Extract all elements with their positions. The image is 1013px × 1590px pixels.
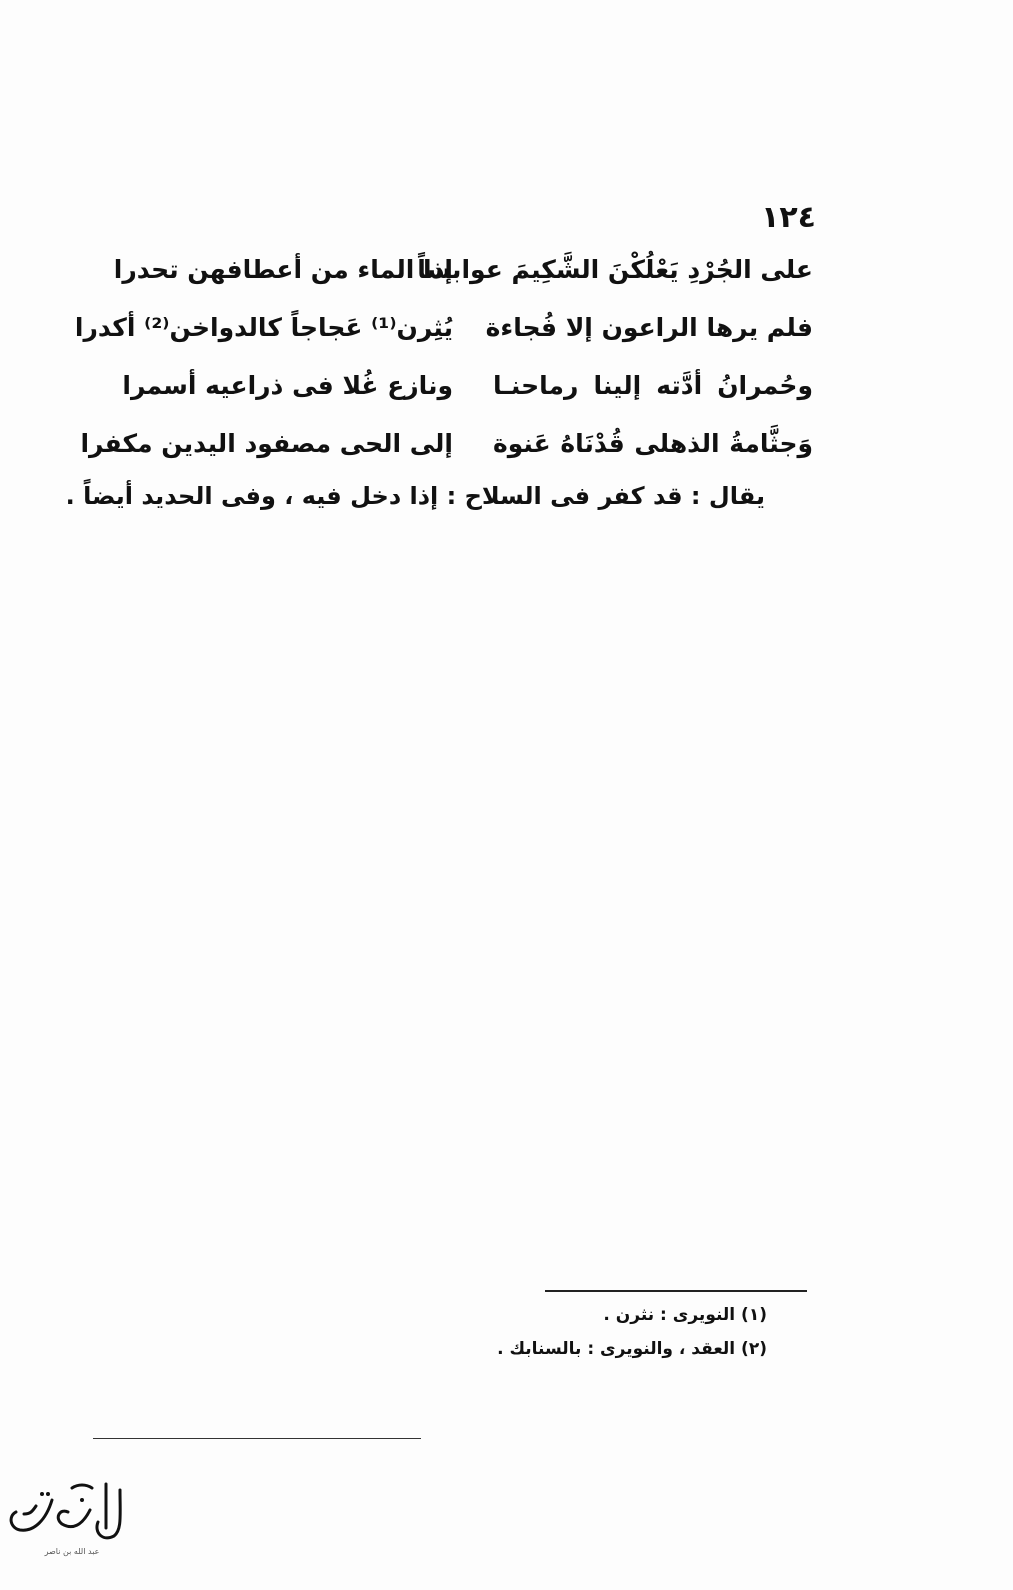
bottom-divider — [93, 1438, 421, 1439]
verse-first-hemistich: وَجثَّامةُ الذهلى قُدْنَاهُ عَنوة — [493, 428, 813, 458]
footnotes — [497, 1298, 767, 1366]
verse-line — [122, 356, 813, 414]
footnote-item: (٢) العقد ، والنويرى : بالسنابك . — [497, 1339, 767, 1359]
verse-line — [113, 240, 813, 298]
verse-second-hemistich: ونازع غُلا فى ذراعيه أسمرا — [122, 370, 453, 400]
page-number: ١٢٤ — [761, 200, 816, 235]
footnote-divider — [545, 1290, 807, 1292]
logo-subtext: عبد الله بن ناصر — [44, 1547, 100, 1556]
poem-verses — [74, 240, 813, 472]
verse-second-hemistich: إلى الحى مصفود اليدين مكفرا — [80, 428, 453, 458]
verse-line — [74, 298, 813, 356]
verse-second-hemistich: إذا الماء من أعطافهن تحدرا — [113, 254, 453, 284]
calligraphy-logo — [2, 1470, 142, 1560]
footnote-item: (١) النويرى : نثرن . — [603, 1305, 767, 1325]
verse-second-hemistich: يُثِرن⁽¹⁾ عَجاجاً كالدواخن⁽²⁾ أكدرا — [74, 312, 453, 342]
prose-note: يقال : قد كفر فى السلاح : إذا دخل فيه ، وفى الحديد أيضاً . — [65, 482, 765, 510]
verse-first-hemistich: على الجُرْدِ يَعْلُكْنَ الشَّكِيمَ عوابساً — [417, 254, 813, 284]
verse-first-hemistich: وحُمرانُ أدَّته إلينا رماحنـا — [493, 370, 813, 400]
verse-line — [80, 414, 813, 472]
verse-first-hemistich: فلم يرها الراعون إلا فُجاءة — [485, 312, 813, 342]
